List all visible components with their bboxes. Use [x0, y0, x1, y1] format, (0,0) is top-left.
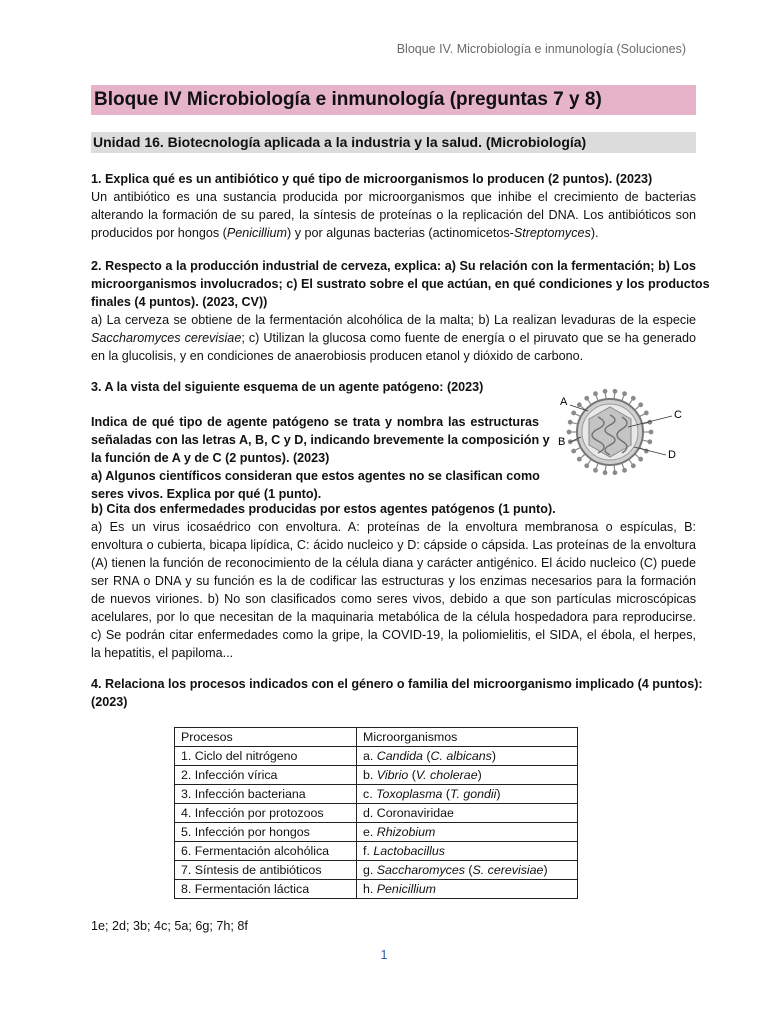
- table-row: [175, 804, 578, 823]
- label-c: C: [674, 409, 682, 421]
- envelope-spike-head: [594, 392, 598, 396]
- answer-3-line: ser RNA o DNA y su función es la de codificar las estructuras y los enzimas necesarios para la formación: [91, 574, 696, 588]
- envelope-spike-head: [613, 389, 617, 393]
- table-row: [175, 747, 578, 766]
- envelope-spike-head: [585, 464, 589, 468]
- question-2-text: finales (4 puntos). (2023, CV)): [91, 295, 268, 309]
- answer-2-line: a) La cerveza se obtiene de la fermentación alcohólica de la malta; b) La realizan levaduras de la especie: [91, 313, 696, 327]
- page-number: 1: [380, 948, 388, 962]
- process-cell: 3. Infección bacteriana: [175, 785, 357, 804]
- microorganism-cell: d. Coronaviridae: [357, 804, 578, 823]
- answer-3-line: de nuevos viriones. b) No son clasificados como seres vivos, debido a que son partículas microscópicas: [91, 592, 696, 606]
- envelope-spike-head: [567, 430, 571, 434]
- label-b: B: [558, 436, 566, 448]
- processes-table: [174, 727, 578, 899]
- answer-3-line: acelulares, por lo que necesitan de la maquinaria metabólica de la célula hospedadora para reproducirse.: [91, 610, 696, 624]
- table-row: [175, 766, 578, 785]
- envelope-spike-head: [645, 411, 649, 415]
- answer-2-line: en la glucolisis, y en condiciones de anaerobiosis producen etanol y dióxido de carbono.: [91, 349, 584, 363]
- process-cell: 8. Fermentación láctica: [175, 880, 357, 899]
- block-title: Bloque IV Microbiología e inmunología (preguntas 7 y 8): [91, 85, 696, 115]
- answer-2-line: Saccharomyces cerevisiae; c) Utilizan la glucosa como fuente de energía o el piruvato que se ha generado: [91, 331, 696, 345]
- answer-1-line: alterando la formación de su pared, la síntesis de proteínas o la replicación del DNA. Los antibióticos son: [91, 208, 696, 222]
- envelope-spike-head: [613, 471, 617, 475]
- envelope-spike-head: [568, 420, 572, 424]
- question-4-text: (2023): [91, 695, 128, 709]
- envelope-spike-head: [623, 469, 627, 473]
- answer-3-line: a) Es un virus icosaédrico con envoltura. A: proteínas de la envoltura membranosa o espículas, B:: [91, 520, 696, 534]
- table-row: [175, 823, 578, 842]
- envelope-spike-head: [594, 469, 598, 473]
- envelope-spike-head: [603, 471, 607, 475]
- microorganism-cell: a. Candida (C. albicans): [357, 747, 578, 766]
- envelope-spike-head: [603, 389, 607, 393]
- table-header-row: [175, 728, 578, 747]
- question-4-text: 4. Relaciona los procesos indicados con el género o familia del microorganismo implicado (4 puntos):: [91, 677, 703, 691]
- question-2: [91, 257, 710, 365]
- envelope-spike-head: [572, 449, 576, 453]
- envelope-spike-head: [649, 430, 653, 434]
- envelope-spike-head: [585, 396, 589, 400]
- envelope-spike-head: [623, 392, 627, 396]
- envelope-spike-head: [631, 464, 635, 468]
- virus-diagram: [548, 387, 693, 477]
- envelope-spike-head: [639, 403, 643, 407]
- unit-title: Unidad 16. Biotecnología aplicada a la industria y la salud. (Microbiología): [91, 132, 696, 153]
- answer-3-line: envoltura o cubierta, bicapa lipídica, C: ácido nucleico y D: cápside o cápsida. Las proteínas de la envoltura: [91, 538, 696, 552]
- table-header-cell: Procesos: [175, 728, 357, 747]
- table-row: [175, 842, 578, 861]
- question-1: [91, 170, 696, 242]
- question-3-prompt: Indica de qué tipo de agente patógeno se trata y nombra las estructuras señaladas con las letras A, B, C y D, indicando brevemente la composición y la función de A y de C (2 puntos). (2023) a) Algunos científicos consideran que estos agentes no se clasifican como seres vivos. Explica por qué (1 punto).: [91, 415, 550, 501]
- question-3-part-b: b) Cita dos enfermedades producidas por estos agentes patógenos (1 punto).: [91, 502, 556, 516]
- microorganism-cell: e. Rhizobium: [357, 823, 578, 842]
- process-cell: 1. Ciclo del nitrógeno: [175, 747, 357, 766]
- microorganism-cell: h. Penicillium: [357, 880, 578, 899]
- answer-4: 1e; 2d; 3b; 4c; 5a; 6g; 7h; 8f: [91, 919, 248, 933]
- answer-1-line: producidos por hongos (Penicillium) y por algunas bacterias (actinomicetos-Streptomyces).: [91, 226, 599, 240]
- envelope-spike-head: [578, 457, 582, 461]
- table-row: [175, 785, 578, 804]
- question-4: [91, 675, 703, 711]
- microorganism-cell: b. Vibrio (V. cholerae): [357, 766, 578, 785]
- envelope-spike-head: [631, 396, 635, 400]
- answer-1-line: Un antibiótico es una sustancia producida por microorganismos que inhibe el crecimiento de bacterias: [91, 190, 696, 204]
- process-cell: 7. Síntesis de antibióticos: [175, 861, 357, 880]
- process-cell: 4. Infección por protozoos: [175, 804, 357, 823]
- table-header-cell: Microorganismos: [357, 728, 578, 747]
- answer-3-line: (A) tienen la función de reconocimiento de la célula diana y carácter antigénico. El ácido nucleico (C) puede: [91, 556, 696, 570]
- question-2-text: 2. Respecto a la producción industrial de cerveza, explica: a) Su relación con la fermentación; b) Los: [91, 259, 696, 273]
- microorganism-cell: f. Lactobacillus: [357, 842, 578, 861]
- question-2-text: microorganismos involucrados; c) El sustrato sobre el que actúan, en qué condiciones y los productos: [91, 277, 710, 291]
- table-row: [175, 861, 578, 880]
- pointer-line-d: [634, 447, 666, 455]
- question-3-title: 3. A la vista del siguiente esquema de un agente patógeno: (2023): [91, 380, 484, 394]
- answer-3: [91, 518, 696, 662]
- label-a: A: [560, 396, 568, 408]
- table-row: [175, 880, 578, 899]
- answer-3-line: c) Se podrán citar enfermedades como la gripe, la COVID-19, la poliomielitis, el SIDA, el ébola, el herpes,: [91, 628, 696, 642]
- envelope-spike-head: [639, 457, 643, 461]
- microorganism-cell: g. Saccharomyces (S. cerevisiae): [357, 861, 578, 880]
- running-header: Bloque IV. Microbiología e inmunología (Soluciones): [396, 42, 686, 56]
- process-cell: 2. Infección vírica: [175, 766, 357, 785]
- label-d: D: [668, 449, 676, 461]
- envelope-spike-head: [648, 440, 652, 444]
- process-cell: 6. Fermentación alcohólica: [175, 842, 357, 861]
- answer-3-line: la hepatitis, el papiloma...: [91, 646, 234, 660]
- envelope-spike-head: [572, 411, 576, 415]
- question-1-text: 1. Explica qué es un antibiótico y qué tipo de microorganismos lo producen (2 puntos). (2023): [91, 172, 653, 186]
- process-cell: 5. Infección por hongos: [175, 823, 357, 842]
- envelope-spike-head: [578, 403, 582, 407]
- microorganism-cell: c. Toxoplasma (T. gondii): [357, 785, 578, 804]
